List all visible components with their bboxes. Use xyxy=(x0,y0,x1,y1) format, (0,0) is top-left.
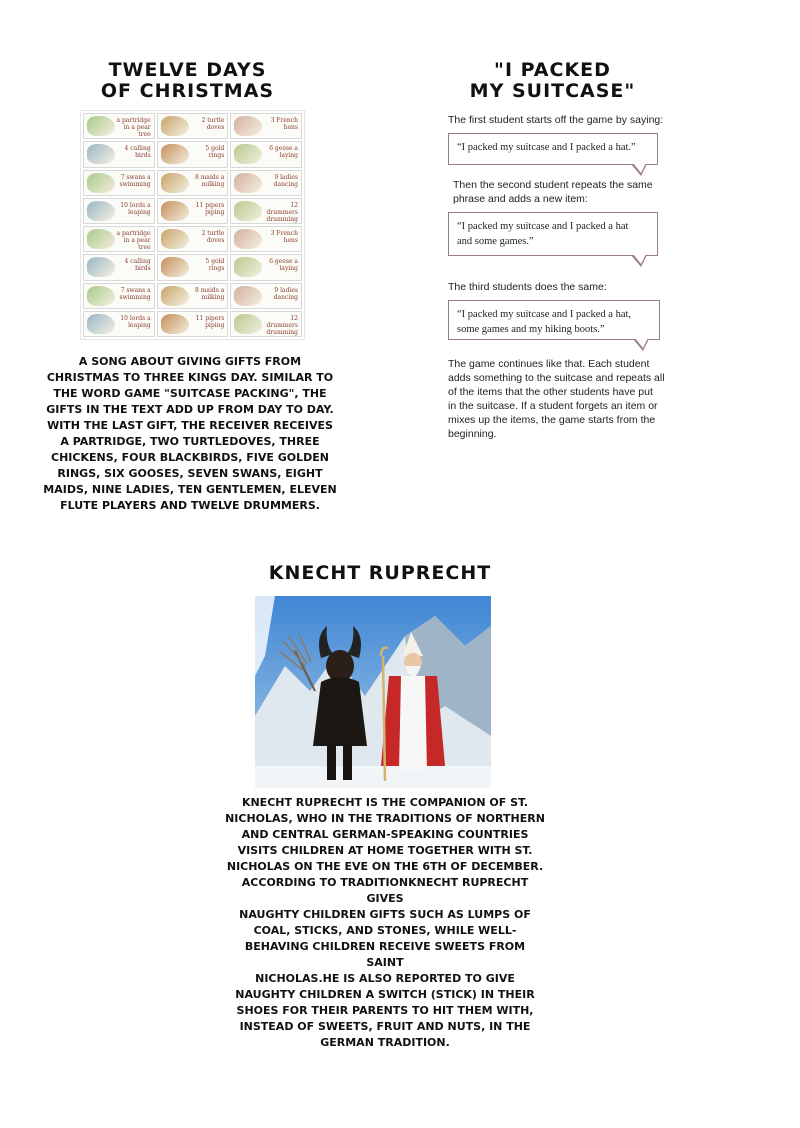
twelve-days-description-line: A PARTRIDGE, TWO TURTLEDOVES, THREE xyxy=(60,435,320,448)
card-label: 3 French hens xyxy=(270,230,298,244)
suitcase-step3: The third students does the same: xyxy=(448,281,607,293)
twelve-days-card xyxy=(230,198,302,224)
card-label: 6 geese a laying xyxy=(269,145,298,160)
card-illustration xyxy=(87,201,115,221)
twelve-days-description-line: CHICKENS, FOUR BLACKBIRDS, FIVE GOLDEN xyxy=(51,451,329,464)
twelve-days-description xyxy=(40,354,340,514)
knecht-description-line: BEHAVING CHILDREN RECEIVE SWEETS FROM SAINT xyxy=(244,940,526,969)
knecht-description-line: AND CENTRAL GERMAN-SPEAKING COUNTRIES xyxy=(241,828,529,841)
twelve-days-card xyxy=(230,226,302,252)
card-illustration xyxy=(87,116,115,136)
knecht-description-line: VISITS CHILDREN AT HOME TOGETHER WITH ST. xyxy=(237,844,533,857)
speech-bubble-3 xyxy=(448,300,660,340)
speech-bubble-1 xyxy=(448,133,658,165)
card-illustration xyxy=(161,314,189,334)
card-label: 2 turtle doves xyxy=(201,117,225,131)
knecht-description-line: NAUGHTY CHILDREN A SWITCH (STICK) IN THEIR xyxy=(235,988,535,1001)
knecht-ruprecht-photo xyxy=(255,596,491,788)
card-illustration xyxy=(161,201,189,221)
twelve-days-title xyxy=(80,60,295,102)
card-label: 9 ladies dancing xyxy=(273,173,298,188)
suitcase-outro-line: in the suitcase. If a student forgets an item or xyxy=(448,400,658,412)
suitcase-outro-line: mixes up the items, the game starts from the xyxy=(448,414,656,426)
speech-bubble-2 xyxy=(448,212,658,256)
twelve-days-card xyxy=(230,311,302,337)
knecht-description-line: INSTEAD OF SWEETS, FRUIT AND NUTS, IN THE xyxy=(239,1020,531,1033)
knecht-description-line: KNECHT RUPRECHT IS THE COMPANION OF ST. xyxy=(241,796,529,809)
twelve-days-card xyxy=(230,170,302,196)
suitcase-step2-line2: phrase and adds a new item: xyxy=(453,193,588,205)
twelve-days-card xyxy=(157,198,229,224)
knecht-description xyxy=(225,795,545,1051)
card-label: 4 calling birds xyxy=(124,258,151,273)
knecht-description-line: NICHOLAS.HE IS ALSO REPORTED TO GIVE xyxy=(255,972,515,985)
card-illustration xyxy=(161,144,189,164)
card-illustration xyxy=(161,173,189,193)
suitcase-intro: The first student starts off the game by saying: xyxy=(448,114,664,126)
card-illustration xyxy=(234,173,262,193)
card-illustration xyxy=(234,201,262,221)
knecht-description-line: NICHOLAS, WHO IN THE TRADITIONS OF NORTHERN xyxy=(225,812,545,825)
knecht-description-line: SHOES FOR THEIR PARENTS TO HIT THEM WITH, xyxy=(236,1004,534,1017)
twelve-days-card xyxy=(230,254,302,280)
twelve-days-description-line: RINGS, SIX GOOSES, SEVEN SWANS, EIGHT xyxy=(57,467,323,480)
twelve-days-card xyxy=(157,170,229,196)
knecht-description-line: COAL, STICKS, AND STONES, WHILE WELL- xyxy=(253,924,517,937)
card-illustration xyxy=(87,173,115,193)
suitcase-title xyxy=(445,60,660,102)
speech-bubble-2-tail xyxy=(631,255,647,267)
twelve-days-card xyxy=(83,254,155,280)
card-label: 4 calling birds xyxy=(124,145,151,160)
card-label: 5 gold rings xyxy=(205,258,225,273)
card-label: 7 swans a swimming xyxy=(119,286,151,301)
card-label: a partridge in a pear tree xyxy=(116,230,151,251)
card-illustration xyxy=(161,116,189,136)
card-label: 12 drummers drumming xyxy=(266,201,298,223)
knecht-description-line: ACCORDING TO TRADITIONKNECHT RUPRECHT GIVES xyxy=(241,876,529,905)
twelve-days-description-line: GIFTS IN THE TEXT ADD UP FROM DAY TO DAY. xyxy=(46,403,334,416)
suitcase-step2 xyxy=(453,178,693,206)
knecht-description-line: NICHOLAS ON THE EVE ON THE 6TH OF DECEMBER. xyxy=(226,860,544,873)
speech-bubble-1-tail xyxy=(631,164,647,176)
card-illustration xyxy=(87,144,115,164)
twelve-days-card xyxy=(83,141,155,167)
suitcase-outro-line: adds something to the suitcase and repeats all xyxy=(448,372,665,384)
twelve-days-description-line: FLUTE PLAYERS AND TWELVE DRUMMERS. xyxy=(60,499,320,512)
card-label: 3 French hens xyxy=(270,117,298,131)
twelve-days-card xyxy=(83,198,155,224)
twelve-days-card xyxy=(230,283,302,309)
twelve-days-description-line: WITH THE LAST GIFT, THE RECEIVER RECEIVES xyxy=(47,419,333,432)
card-label: 10 lords a leaping xyxy=(120,314,151,329)
card-label: 8 maids a milking xyxy=(195,286,225,301)
suitcase-title-line1: "I PACKED xyxy=(494,59,611,81)
card-illustration xyxy=(161,229,189,249)
twelve-days-title-line1: TWELVE DAYS xyxy=(108,59,267,81)
card-label: 8 maids a milking xyxy=(195,173,225,188)
twelve-days-title-line2: OF CHRISTMAS xyxy=(100,79,275,102)
knecht-description-line: NAUGHTY CHILDREN GIFTS SUCH AS LUMPS OF xyxy=(239,908,531,921)
card-illustration xyxy=(161,286,189,306)
knecht-photo-illustration xyxy=(255,596,491,788)
card-label: 5 gold rings xyxy=(205,145,225,160)
card-label: 10 lords a leaping xyxy=(120,201,151,216)
knecht-description-line: GERMAN TRADITION. xyxy=(320,1036,450,1049)
speech-bubble-1-text: “I packed my suitcase and I packed a hat.” xyxy=(457,142,636,153)
twelve-days-card xyxy=(157,141,229,167)
card-illustration xyxy=(87,286,115,306)
card-label: 2 turtle doves xyxy=(201,230,225,244)
card-illustration xyxy=(161,257,189,277)
twelve-days-card xyxy=(83,283,155,309)
card-label: 12 drummers drumming xyxy=(266,314,298,336)
twelve-days-card xyxy=(230,113,302,139)
card-illustration xyxy=(87,314,115,334)
knecht-title: KNECHT RUPRECHT xyxy=(268,562,492,584)
twelve-days-description-line: A SONG ABOUT GIVING GIFTS FROM xyxy=(78,355,302,368)
suitcase-outro-line: The game continues like that. Each student xyxy=(448,358,650,370)
card-label: 11 pipers piping xyxy=(195,201,225,216)
card-illustration xyxy=(234,116,262,136)
twelve-days-card-grid xyxy=(80,110,305,340)
suitcase-outro xyxy=(448,357,688,441)
suitcase-title-line2: MY SUITCASE" xyxy=(469,79,636,102)
twelve-days-card xyxy=(230,141,302,167)
speech-bubble-2-line2: and some games.” xyxy=(457,236,534,247)
card-label: 9 ladies dancing xyxy=(273,286,298,301)
twelve-days-card xyxy=(157,311,229,337)
speech-bubble-2-line1: “I packed my suitcase and I packed a hat xyxy=(457,221,629,232)
card-illustration xyxy=(87,257,115,277)
card-illustration xyxy=(234,314,262,334)
twelve-days-card xyxy=(83,311,155,337)
twelve-days-card xyxy=(157,283,229,309)
speech-bubble-3-line1: “I packed my suitcase and I packed a hat, xyxy=(457,309,632,320)
twelve-days-description-line: THE WORD GAME "SUITCASE PACKING", THE xyxy=(53,387,327,400)
card-label: 11 pipers piping xyxy=(195,314,225,329)
suitcase-outro-line: of the items that the other students have put xyxy=(448,386,653,398)
card-illustration xyxy=(87,229,115,249)
twelve-days-card xyxy=(83,113,155,139)
speech-bubble-3-tail xyxy=(633,339,649,351)
card-illustration xyxy=(234,144,262,164)
card-label: 7 swans a swimming xyxy=(119,173,151,188)
card-illustration xyxy=(234,257,262,277)
snow-ground xyxy=(255,766,491,788)
card-illustration xyxy=(234,229,262,249)
card-illustration xyxy=(234,286,262,306)
speech-bubble-3-line2: some games and my hiking boots.” xyxy=(457,324,605,335)
twelve-days-card xyxy=(157,254,229,280)
twelve-days-card xyxy=(157,113,229,139)
card-label: a partridge in a pear tree xyxy=(116,117,151,138)
twelve-days-card xyxy=(83,226,155,252)
card-label: 6 geese a laying xyxy=(269,258,298,273)
suitcase-step2-line1: Then the second student repeats the same xyxy=(453,179,653,191)
suitcase-outro-line: beginning. xyxy=(448,428,497,440)
twelve-days-card xyxy=(83,170,155,196)
twelve-days-card xyxy=(157,226,229,252)
twelve-days-description-line: MAIDS, NINE LADIES, TEN GENTLEMEN, ELEVEN xyxy=(43,483,337,496)
twelve-days-description-line: CHRISTMAS TO THREE KINGS DAY. SIMILAR TO xyxy=(46,371,334,384)
